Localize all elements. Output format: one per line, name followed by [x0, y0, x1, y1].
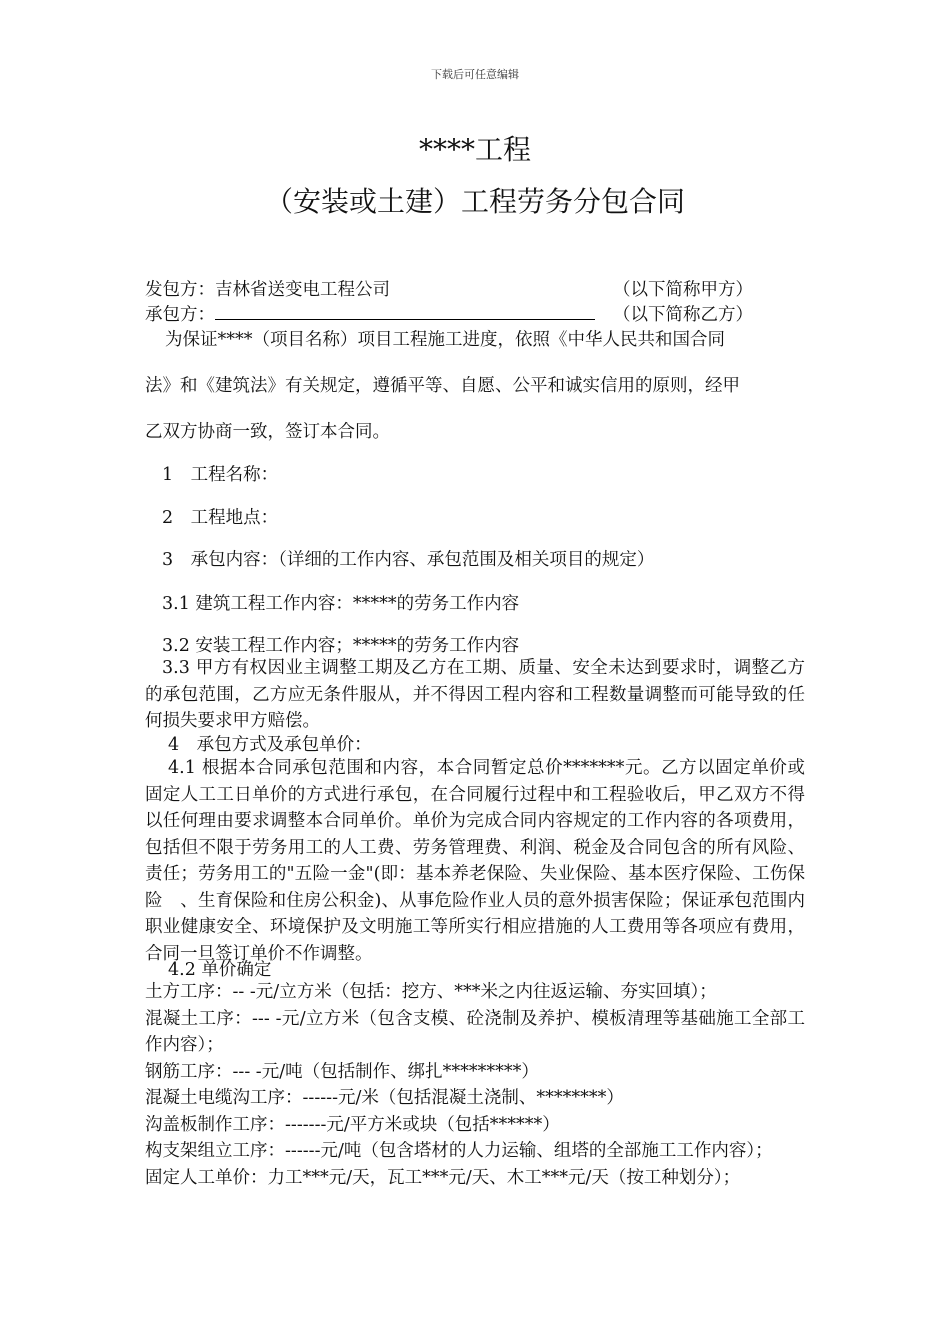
contractor-alias: （以下简称乙方）	[613, 305, 753, 325]
section-3: 3 承包内容：（详细的工作内容、承包范围及相关项目的规定）	[162, 550, 655, 570]
price-item: 沟盖板制作工序：-------元/平方米或块（包括******）	[145, 1114, 560, 1135]
intro-line-2: 法》和《建筑法》有关规定，遵循平等、自愿、公平和诚实信用的原则，经甲	[145, 376, 740, 396]
price-list	[145, 979, 805, 1191]
section-4: 4 承包方式及承包单价：	[168, 735, 372, 755]
section-4-2: 4.2 单价确定	[168, 960, 272, 980]
issuer-alias: （以下简称甲方）	[613, 280, 753, 300]
section-2: 2 工程地点：	[162, 508, 279, 528]
intro-line-1: 为保证****（项目名称）项目工程施工进度，依照《中华人民共和国合同	[165, 330, 725, 350]
price-item: 固定人工单价：力工***元/天，瓦工***元/天、木工***元/天（按工种划分）；	[145, 1167, 741, 1188]
price-item: 构支架组立工序：------元/吨（包含塔材的人力运输、组塔的全部施工工作内容）；	[145, 1141, 773, 1161]
section-3-1: 3.1 建筑工程工作内容：*****的劳务工作内容	[162, 594, 520, 614]
section-3-3	[145, 655, 805, 735]
issuer-line	[145, 276, 390, 301]
document-subtitle: （安装或土建）工程劳务分包合同	[264, 185, 685, 218]
price-item: 混凝土电缆沟工序：------元/米（包括混凝土浇制、********）	[145, 1088, 624, 1108]
section-4-1-text: 4.1 根据本合同承包范围和内容，本合同暂定总价*******元。乙方以固定单价或固定人工工日单价的方式进行承包，在合同履行过程中和工程验收后，甲乙双方不得以任何理由要求调整本合同单价。单价为完成合同内容规定的工作内容的各项费用，包括但不限于劳务用工的人工费、劳务管理费、利润、税金及合同包含的所有风险、责任；劳务用工的"五险一金"(即：基本养老保险、失业保险、基本医疗保险、工伤保险 、生育保险和住房公积金)、从事危险作业人员的意外损害保险；保证承包范围内职业健康安全、环境保护及文明施工等所实行相应措施的人工费用等各项应有费用，合同一旦签订单价不作调整。	[145, 758, 805, 964]
issuer-label: 发包方：	[145, 280, 215, 300]
contractor-line	[145, 301, 595, 326]
issuer-name: 吉林省送变电工程公司	[215, 280, 390, 300]
price-item: 土方工序：-- -元/立方米（包括：挖方、***米之内往返运输、夯实回填）；	[145, 982, 717, 1002]
document-title: ****工程	[418, 133, 531, 166]
section-1: 1 工程名称：	[162, 465, 279, 485]
header-note: 下载后可任意编辑	[431, 68, 519, 81]
price-item: 混凝土工序：--- -元/立方米（包含支模、砼浇制及养护、模板清理等基础施工全部工作内容）；	[145, 1008, 805, 1055]
section-3-2: 3.2 安装工程工作内容；*****的劳务工作内容	[162, 636, 520, 656]
contractor-label: 承包方：	[145, 305, 215, 325]
section-3-3-text: 3.3 甲方有权因业主调整工期及乙方在工期、质量、安全未达到要求时，调整乙方的承包范围，乙方应无条件服从，并不得因工程内容和工程数量调整而可能导致的任何损失要求甲方赔偿。	[145, 658, 805, 731]
contractor-blank	[215, 305, 595, 320]
intro-line-3: 乙双方协商一致，签订本合同。	[145, 422, 390, 442]
price-item: 钢筋工序：--- -元/吨（包括制作、绑扎*********）	[145, 1061, 539, 1082]
section-4-1	[145, 755, 805, 967]
